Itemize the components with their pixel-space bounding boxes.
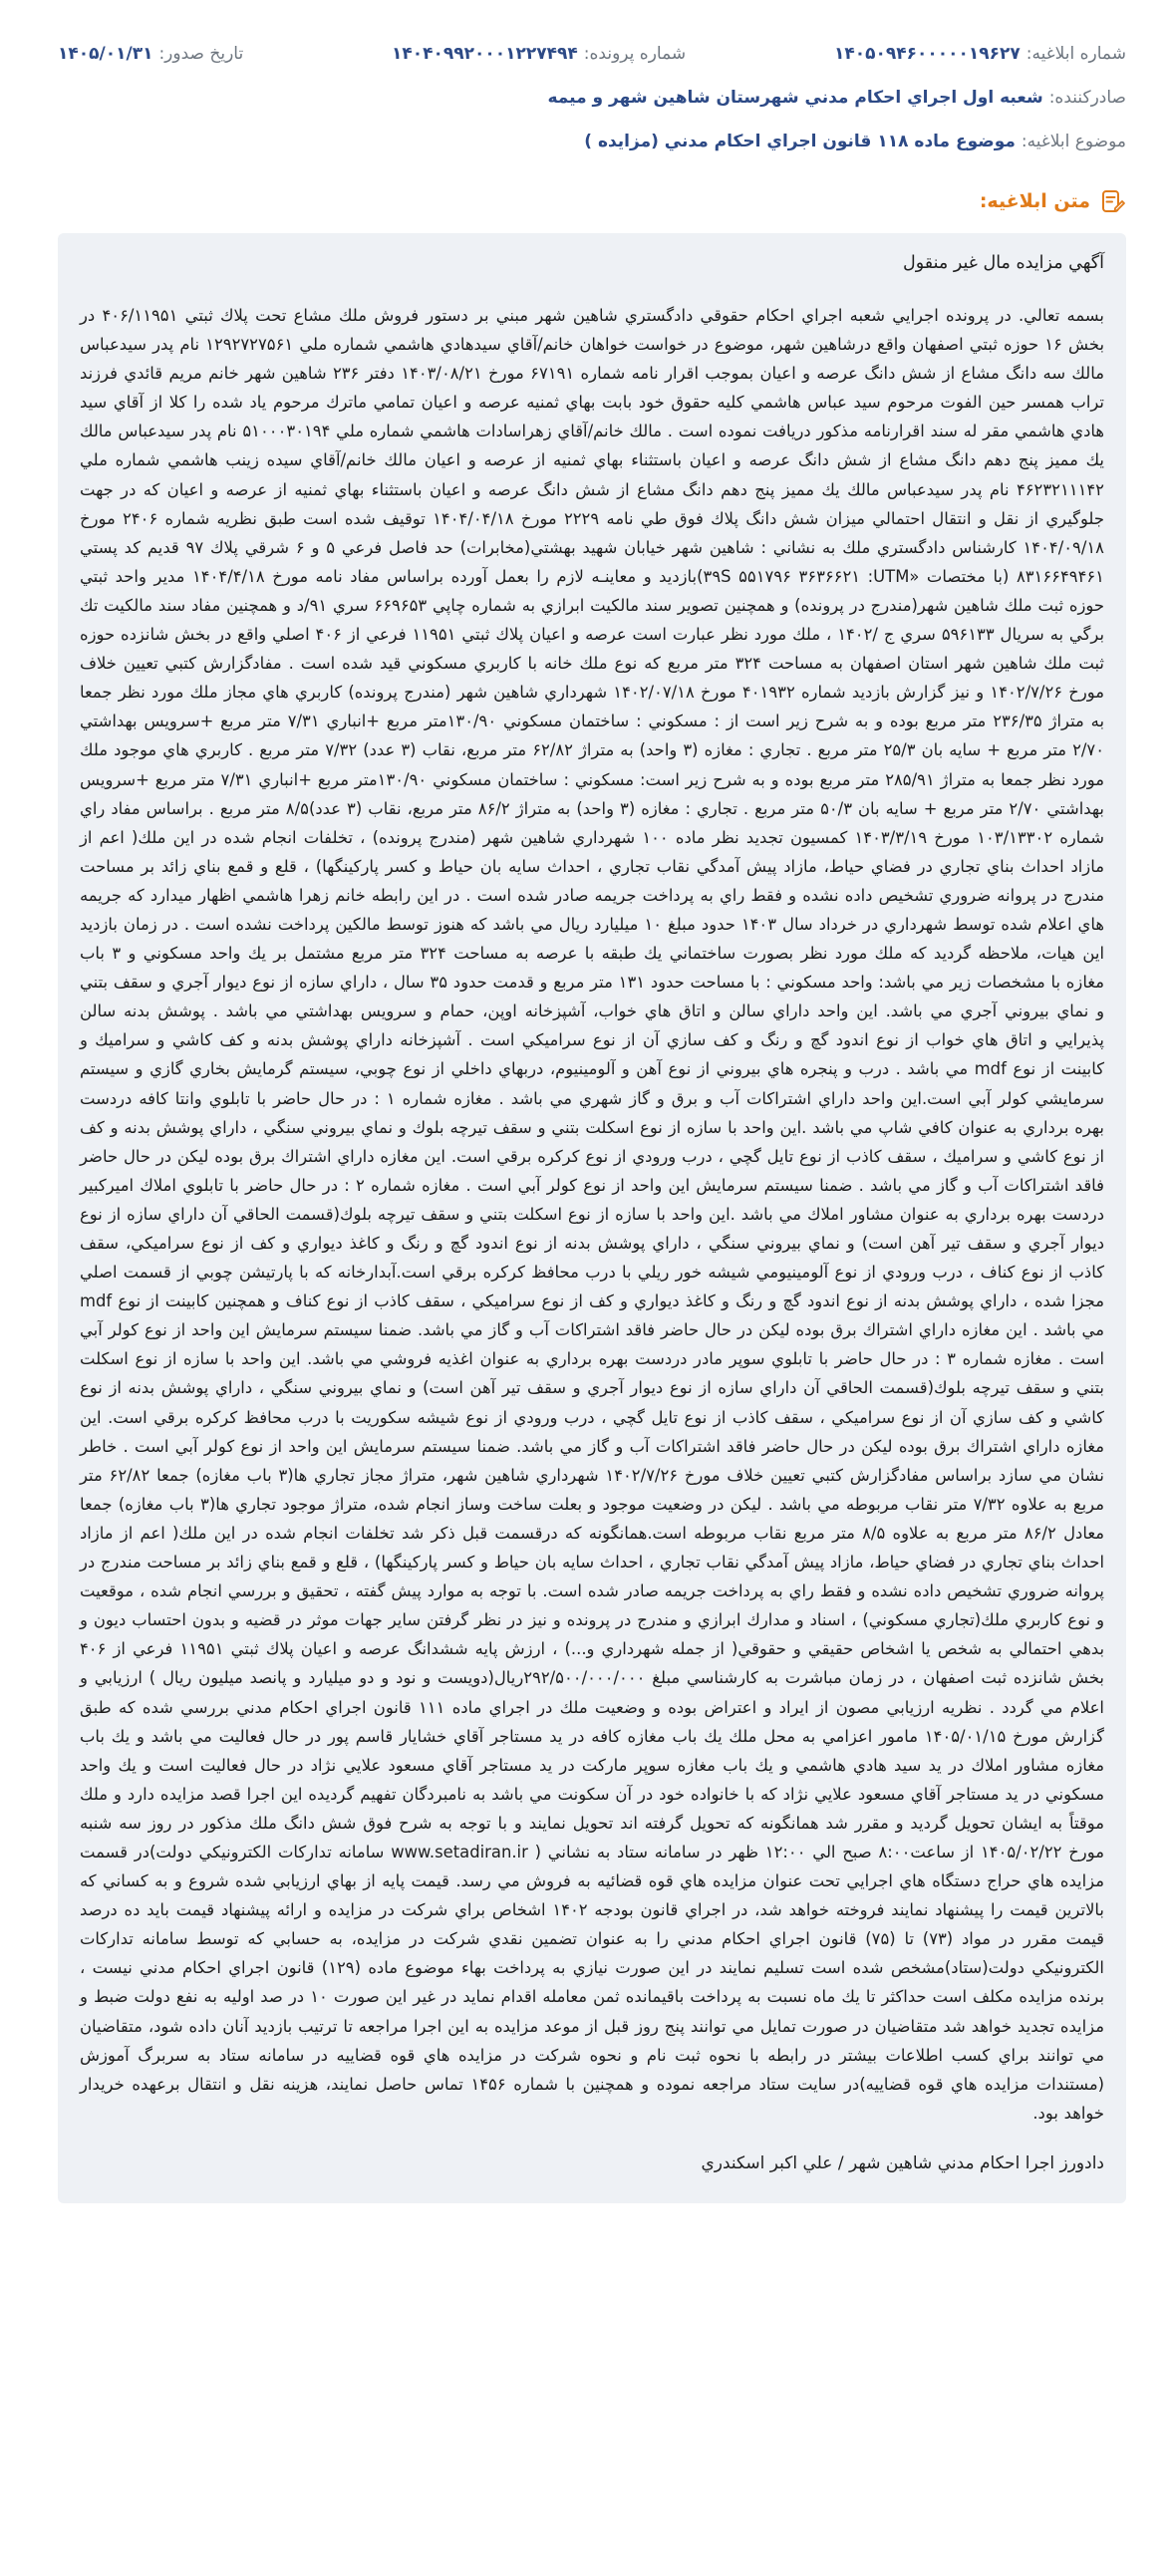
issuer: شعبه اول اجراي احكام مدني شهرستان شاهين شهر و ميمه — [547, 88, 1043, 108]
issue-date-label: تاریخ صدور: — [158, 44, 244, 64]
notice-number-label: شماره ابلاغیه: — [1025, 44, 1126, 64]
notice-number: ۱۴۰۵۰۹۴۶۰۰۰۰۰۱۹۶۲۷ — [833, 44, 1021, 64]
header-top-row — [58, 42, 1126, 66]
issue-date: ۱۴۰۵/۰۱/۳۱ — [58, 44, 153, 64]
notice-signature: دادورز اجرا احكام مدني شاهين شهر / علي اكبر اسكندري — [701, 2152, 1104, 2173]
document-edit-icon — [1098, 187, 1126, 215]
notice-heading: آگهي مزايده مال غير منقول — [903, 253, 1104, 273]
case-number-field — [392, 42, 686, 66]
section-title-row — [58, 187, 1126, 215]
notice-number-field — [834, 42, 1126, 66]
issue-date-field — [58, 42, 243, 66]
case-number-label: شماره پرونده: — [583, 44, 687, 64]
case-number: ۱۴۰۴۰۹۹۲۰۰۰۱۲۲۷۴۹۴ — [392, 44, 578, 64]
issuer-label: صادرکننده: — [1048, 88, 1126, 108]
notice-content-box — [58, 233, 1126, 2203]
subject-row — [58, 130, 1126, 153]
issuer-row — [58, 86, 1126, 110]
notice-body: بسمه تعالي. در پرونده اجرايي شعبه اجراي احكام حقوقي دادگستري شاهين شهر مبني بر دستور فروش ملك مشاع تحت پلاك ثبتي ۴۰۶/۱۱۹۵۱ در بخش ۱۶ حوزه ثبتي اصفهان واقع درشاهين شهر، موضوع در خواست خواهان خانم/آقاي سيدهادي هاشمي شماره ملي ۱۲۹۲۷۲۷۵۶۱ نام پدر سيدعباس مالك سه دانگ مشاع از شش دانگ عرصه و اعيان بموجب اقرار نامه شماره ۶۷۱۹۱ مورخ ۱۴۰۳/۰۸/۲۱ دفتر ۲۳۶ شاهين شهر خانم مريم قائدي فرزند تراب همسر حين الفوت مرحوم سيد عباس هاشمي كليه حقوق خود بابت بهاي ثمنيه عرصه و اعيان تمامي ماترك مرحوم ياد شده را كلا از آقاي سيد هادي هاشمي مقر له سند اقرارنامه مذكور دريافت نموده است . مالك خانم/آقاي زهراسادات هاشمي شماره ملي ۵۱۰۰۰۳۰۱۹۴ نام پدر سيدعباس مالك يك مميز پنج دهم دانگ مشاع از شش دانگ عرصه و اعيان باستثناء بهاي ثمنيه از عرصه و اعيان مالك خانم/آقاي سيده زينب هاشمي شماره ملي ۴۶۲۳۲۱۱۱۴۲ نام پدر سيدعباس مالك يك مميز پنج دهم دانگ مشاع از شش دانگ عرصه و اعيان باستثناء بهاي ثمنيه از عرصه و اعيان كه در جهت جلوگيري از نقل و انتقال احتمالي ميزان شش دانگ پلاك فوق طي نامه ۲۲۲۹ مورخ ۱۴۰۴/۰۴/۱۸ توقيف شده است طبق نظريه شماره ۲۴۰۶ مورخ ۱۴۰۴/۰۹/۱۸ كارشناس دادگستري ملك به نشاني : شاهين شهر خيابان شهيد بهشتي(مخابرات) حد فاصل فرعي ۵ و ۶ شرقي پلاك ۹۷ قديم كد پستي ۸۳۱۶۶۴۹۴۶۱ (با مختصات «۳۹S ۵۵۱۷۹۶ ۳۶۳۶۶۲۱ :UTM)بازديد و معاينـه لازم را بعمل آورده براساس مفاد نامه مورخ ۱۴۰۴/۴/۱۸ مدير واحد ثبتي حوزه ثبت ملك شاهين شهر(مندرج در پرونده) و همچنين تصوير سند مالكيت ابرازي به شماره چاپي ۶۶۹۶۵۳ سري ۹۱/د و همچنين مفاد سند مالكيت تك برگي به سريال ۵۹۶۱۳۳ سري ج /۱۴۰۲ ، ملك مورد نظر عبارت است عرصه و اعيان پلاك ثبتي ۱۱۹۵۱ فرعي از ۴۰۶ اصلي واقع در بخش شانزده حوزه ثبت ملك شاهين شهر استان اصفهان به مساحت ۳۲۴ متر مربع كه نوع ملك خانه با كاربري مسكوني قيد شده است . مفادگزارش كتبي تعيين خلاف مورخ ۱۴۰۲/۷/۲۶ و نيز گزارش بازديد شماره ۴۰۱۹۳۲ مورخ ۱۴۰۲/۰۷/۱۸ شهرداري شاهين شهر (مندرج پرونده) كاربري هاي مجاز ملك مورد نظر جمعا به متراژ ۲۳۶/۳۵ متر مربع بوده و به شرح زير است از : مسكوني : ساختمان مسكوني ۱۳۰/۹۰متر مربع +انباري ۷/۳۱ متر مربع +سرويس بهداشتي ۲/۷۰ متر مربع + سايه بان ۲۵/۳ متر مربع . تجاري : مغازه (۳ واحد) به متراژ ۶۲/۸۲ متر مربع، نقاب (۳ عدد) ۷/۳۲ متر مربع . كاربري هاي موجود ملك مورد نظر جمعا به متراژ ۲۸۵/۹۱ متر مربع بوده و به شرح زير است: مسكوني : ساختمان مسكوني ۱۳۰/۹۰متر مربع +انباري ۷/۳۱ متر مربع +سرويس بهداشتي ۲/۷۰ متر مربع + سايه بان ۵۰/۳ متر مربع . تجاري : مغازه (۳ واحد) به متراژ ۸۶/۲ متر مربع، نقاب (۳ عدد)۸/۵ متر مربع . براساس مفاد راي شماره ۱۰۳/۱۳۳۰۲ مورخ ۱۴۰۳/۳/۱۹ كمسيون تجديد نظر ماده ۱۰۰ شهرداري شاهين شهر (مندرج پرونده) ، تخلفات انجام شده در اين ملك( اعم از مازاد احداث بناي تجاري در فضاي حياط، مازاد پيش آمدگي نقاب تجاري ، احداث سايه بان حياط و كسر پاركينگها) ، قلع و قمع بناي زائد بر مساحت مندرج در پروانه ضروري تشخيص داده نشده و فقط راي به پرداخت جريمه صادر شده است . در اين رابطه خانم زهرا هاشمي اظهار ميدارد كه جريمه هاي اعلام شده توسط شهرداري در خرداد سال ۱۴۰۳ حدود مبلغ ۱۰ ميليارد ريال مي باشد كه هنوز توسط مالكين پرداخت نشده است . در زمان بازديد اين هيات، ملاحظه گرديد كه ملك مورد نظر بصورت ساختماني يك طبقه با عرصه به مساحت ۳۲۴ متر مربع مشتمل بر يك واحد مسكوني و ۳ باب مغازه با مشخصات زير مي باشد: واحد مسكوني : با مساحت حدود ۱۳۱ متر مربع و قدمت حدود ۳۵ سال ، داراي سازه از نوع ديوار آجري و سقف بتني و نماي بيروني آجري مي باشد. اين واحد داراي سالن و اتاق هاي خواب، آشپزخانه اوپن، حمام و سرويس بهداشتي مي باشد . پوشش بدنه سالن پذيرايي و اتاق هاي خواب از نوع اندود گچ و رنگ و كف سازي آن از نوع سراميكي است . آشپزخانه داراي پوشش بدنه و كف كاشي و سراميك و كابينت از نوع mdf مي باشد . درب و پنجره هاي بيروني از نوع آهن و آلومينيوم، دربهاي داخلي از نوع چوبي، سيستم گرمايش بخاري گازي و سيستم سرمايشي كولر آبي است.اين واحد داراي اشتراكات آب و برق و گاز شهري مي باشد . مغازه شماره ۱ : در حال حاضر با تابلوي وانتا كافه دردست بهره برداري به عنوان كافي شاپ مي باشد .اين واحد با سازه از نوع اسكلت بتني و سقف تيرچه بلوك و نماي بيروني سنگي ، داراي پوشش بدنه و كف از نوع كاشي و سراميك ، سقف كاذب از نوع تايل گچي ، درب ورودي از نوع كركره برقي است. اين مغازه داراي اشتراك برق بوده ليكن در حال حاضر فاقد اشتراكات آب و گاز مي باشد . ضمنا سيستم سرمايش اين واحد از نوع كولر آبي است . مغازه شماره ۲ : در حال حاضر با تابلوي املاك اميركبير دردست بهره برداري به عنوان مشاور املاك مي باشد .اين واحد با سازه از نوع اسكلت بتني و سقف تيرچه بلوك(قسمت الحاقي آن داراي سازه از نوع ديوار آجري و سقف تير آهن است) و نماي بيروني سنگي ، داراي پوشش بدنه از نوع اندود گچ و رنگ و كاغذ ديواري و كف از نوع سراميكي، سقف كاذب از نوع كناف ، درب ورودي از نوع آلومينيومي شيشه خور ريلي با درب محافظ كركره برقي است.آبدارخانه كه با پارتيشن چوبي از قسمت اصلي مجزا شده ، داراي پوشش بدنه از نوع اندود گچ و رنگ و كاغذ ديواري و كف از نوع سراميكي ، سقف كاذب از نوع كناف و همچنين كابينت از نوع mdf مي باشد . اين مغازه داراي اشتراك برق بوده ليكن در حال حاضر فاقد اشتراكات آب و گاز مي باشد. ضمنا سيستم سرمايش اين واحد از نوع كولر آبي است . مغازه شماره ۳ : در حال حاضر با تابلوي سوپر مادر دردست بهره برداري به عنوان اغذيه فروشي مي باشد. اين واحد با سازه از نوع اسكلت بتني و سقف تيرچه بلوك(قسمت الحاقي آن داراي سازه از نوع ديوار آجري و سقف تير آهن است) و نماي بيروني سنگي ، داراي پوشش بدنه از نوع كاشي و كف سازي آن از نوع سراميكي ، سقف كاذب از نوع تايل گچي ، درب ورودي از نوع شيشه سكوريت با درب محافظ كركره برقي است. اين مغازه داراي اشتراك برق بوده ليكن در حال حاضر فاقد اشتراكات آب و گاز مي باشد. ضمنا سيستم سرمايش اين واحد از نوع كولر آبي است . خاطر نشان مي سازد براساس مفادگزارش كتبي تعيين خلاف مورخ ۱۴۰۲/۷/۲۶ شهرداري شاهين شهر، متراژ مجاز تجاري ها(۳ باب مغازه) جمعا ۶۲/۸۲ متر مربع به علاوه ۷/۳۲ متر نقاب مربوطه مي باشد . ليكن در وضعيت موجود و بعلت ساخت وساز انجام شده، متراژ موجود تجاري ها(۳ باب مغازه) جمعا معادل ۸۶/۲ متر مربع به علاوه ۸/۵ متر مربع نقاب مربوطه است.همانگونه كه درقسمت قبل ذكر شد تخلفات انجام شده در اين ملك( اعم از مازاد احداث بناي تجاري در فضاي حياط، مازاد پيش آمدگي نقاب تجاري ، احداث سايه بان حياط و كسر پاركينگها) ، قلع و قمع بناي زائد بر مساحت مندرج در پروانه ضروري تشخيص داده نشده و فقط راي به پرداخت جريمه صادر شده است. با توجه به موارد پيش گفته ، تحقيق و بررسي انجام شده ، موقعيت و نوع كاربري ملك(تجاري مسكوني) ، اسناد و مدارك ابرازي و مندرج در پرونده و نيز در نظر گرفتن ساير جهات موثر در قضيه و بدون احتساب ديون و بدهي احتمالي به شخص يا اشخاص حقيقي و حقوقي( از جمله شهرداري و...) ، ارزش پايه ششدانگ عرصه و اعيان پلاك ثبتي ۱۱۹۵۱ فرعي از ۴۰۶ بخش شانزده ثبت اصفهان ، در زمان مباشرت به كارشناسي مبلغ ۲۹۲/۵۰۰/۰۰۰/۰۰۰ريال(دويست و نود و دو ميليارد و پانصد ميليون ريال ) ارزيابي و اعلام مي گردد . نظريه ارزيابي مصون از ايراد و اعتراض بوده و وضعيت ملك در اجراي ماده ۱۱۱ قانون اجراي احكام مدني بررسي شده كه طبق گزارش مورخ ۱۴۰۵/۰۱/۱۵ مامور اعزامي به محل ملك يك باب مغازه كافه در يد مستاجر آقاي خشايار قاسم پور در حال فعاليت مي باشد و يك باب مغازه مشاور املاك در يد سيد هادي هاشمي و يك باب مغازه سوپر ماركت در يد مستاجر آقاي مسعود علايي نژاد در حال فعاليت است و يك واحد مسكوني در يد مستاجر آقاي مسعود علايي نژاد كه با خانواده خود در آن سكونت مي باشد به نامبردگان تفهيم گرديده اين اجرا قصد مزايده دارد و ملك موقتاً به ايشان تحويل گرديد و مقرر شد همانگونه كه تحويل گرفته اند تحويل نمايند و با توجه به شرح فوق شش دانگ ملك مذكور در روز سه شنبه مورخ ۱۴۰۵/۰۲/۲۲ از ساعت۸:۰۰ صبح الي ۱۲:۰۰ ظهر در سامانه ستاد به نشاني ( www.setadiran.ir سامانه تداركات الكترونيكي دولت)در قسمت مزايده هاي حراج دستگاه هاي اجرايي تحت عنوان مزايده هاي قوه قضائيه به فروش مي رسد. قيمت پايه از بهاي ارزيابي شده شروع و به كساني كه بالاترين قيمت را پيشنهاد نمايند فروخته خواهد شد، در اجراي قانون بودجه ۱۴۰۲ اشخاص براي شركت در مزايده و ارائه پيشنهاد قيمت بايد ده درصد قيمت مقرر در مواد (۷۳) تا (۷۵) قانون اجراي احكام مدني را به عنوان تضمين نقدي شركت در مزايده، به حسابي كه توسط سامانه تداركات الكترونيكي دولت(ستاد)مشخص شده است تسليم نمايند در اين صورت نيازي به پرداخت بهاء موضوع ماده (۱۲۹) قانون اجراي احكام مدني نيست ، برنده مزايده مكلف است حداكثر تا يك ماه نسبت به پرداخت باقيمانده ثمن معامله اقدام نمايد در غير اين صورت ۱۰ در صد اوليه به نفع دولت ضبط و مزايده تجديد خواهد شد متقاضيان در صورت تمايل مي توانند پنج روز قبل از موعد مزايده به اين اجرا مراجعه تا ترتيب بازديد آنان داده شود، متقاضيان مي توانند براي كسب اطلاعات بيشتر در رابطه با نحوه ثبت نام و نحوه شركت در مزايده هاي قوه قضاييه در سامانه ستاد به سربرگ آموزش (مستندات مزايده هاي قوه قضاييه)در سايت ستاد مراجعه نموده و همچنين با شماره ۱۴۵۶ تماس حاصل نمايند، هزينه نقل و انتقال برعهده خريدار خواهد بود. — [80, 306, 1105, 2123]
subject-label: موضوع ابلاغیه: — [1021, 132, 1126, 151]
section-title: متن ابلاغیه: — [979, 190, 1090, 212]
subject: موضوع ماده ۱۱۸ قانون اجراي احكام مدني (مزايده ) — [584, 132, 1016, 151]
